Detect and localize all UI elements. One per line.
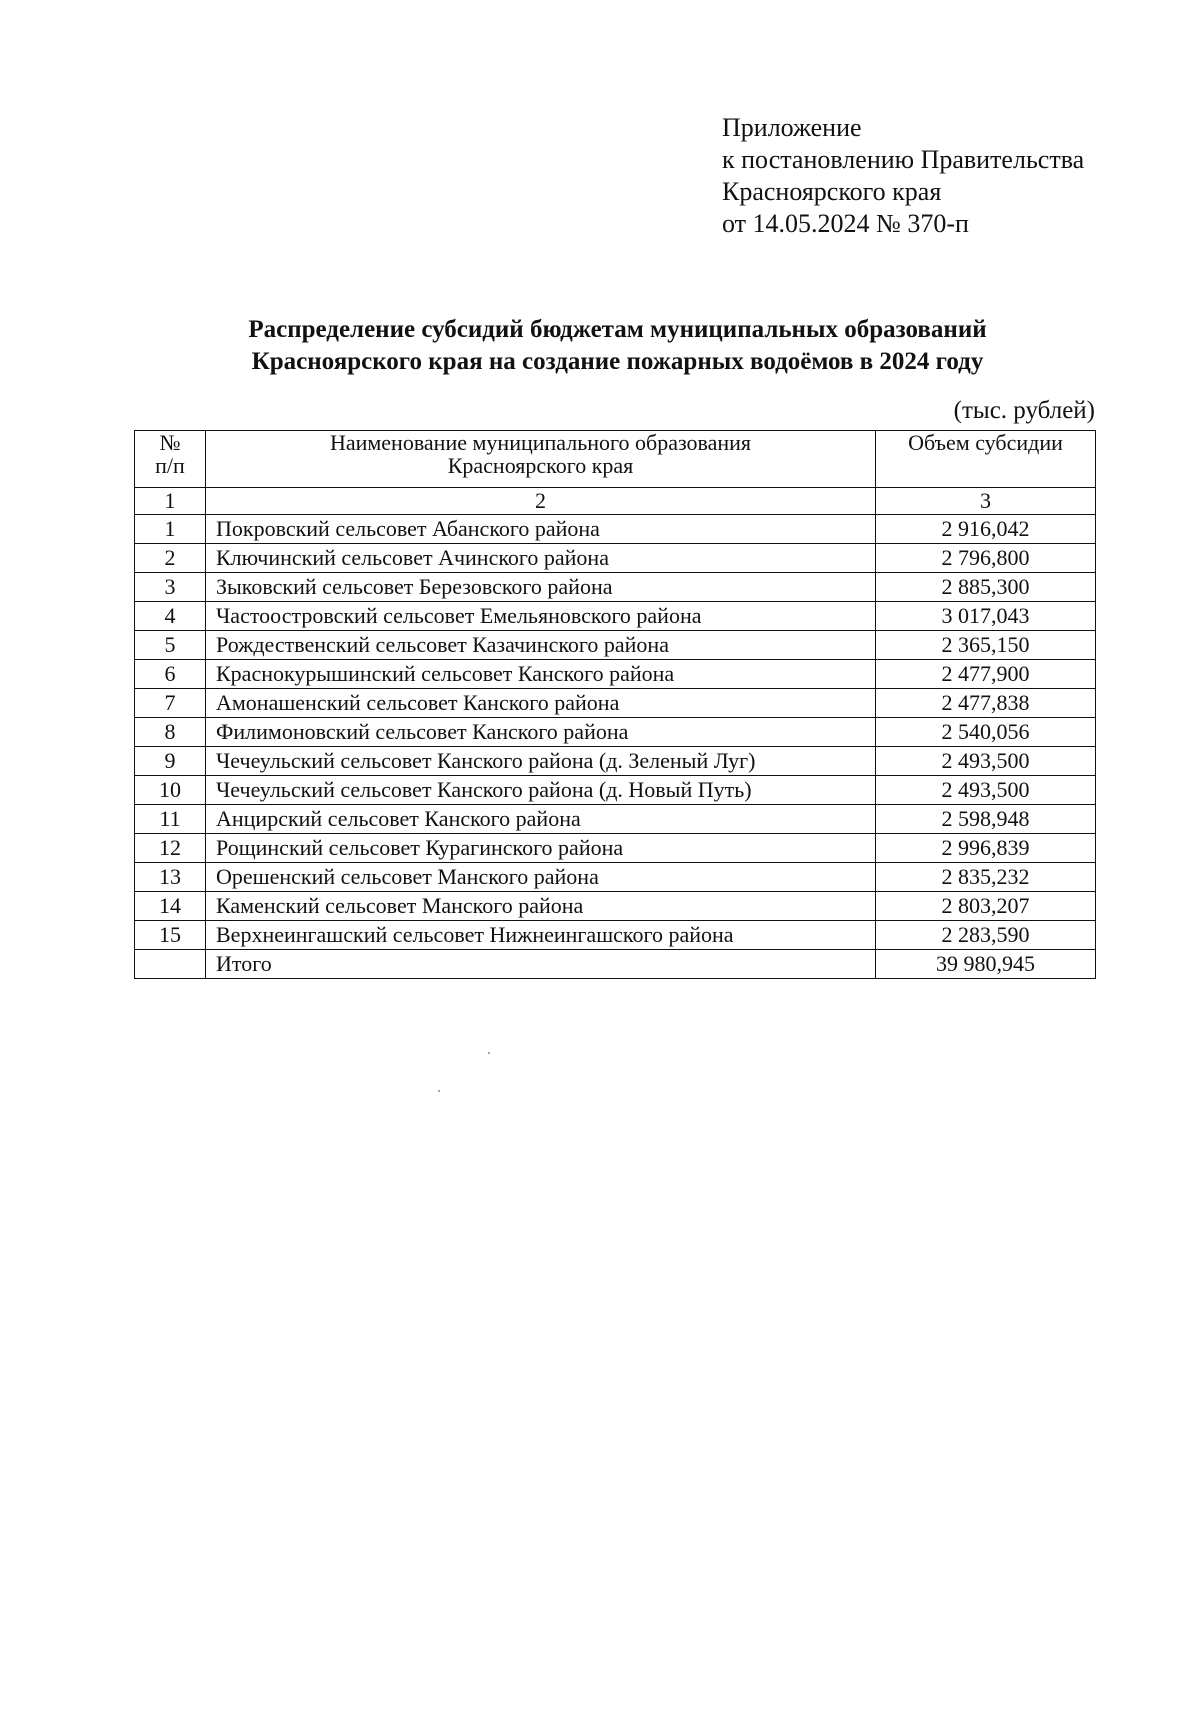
column-index-row bbox=[135, 488, 1096, 515]
appendix-block bbox=[722, 112, 1084, 240]
column-index-cell: 3 bbox=[876, 488, 1096, 515]
header-subsidy-amount-label: Объем субсидии bbox=[908, 430, 1063, 455]
header-municipality-line: Красноярского края bbox=[447, 453, 634, 478]
row-amount: 2 916,042 bbox=[876, 515, 1096, 544]
total-row bbox=[135, 950, 1096, 979]
document-title-line: Красноярского края на создание пожарных водоёмов в 2024 году bbox=[251, 348, 984, 375]
row-municipality: Рождественский сельсовет Казачинского района bbox=[206, 631, 876, 660]
row-amount: 2 493,500 bbox=[876, 776, 1096, 805]
total-number-cell bbox=[135, 950, 206, 979]
row-number: 12 bbox=[135, 834, 206, 863]
column-index-cell: 1 bbox=[135, 488, 206, 515]
document-title-line: Распределение субсидий бюджетам муниципальных образований bbox=[248, 316, 987, 343]
units-note: (тыс. рублей) bbox=[953, 397, 1095, 424]
row-amount: 3 017,043 bbox=[876, 602, 1096, 631]
table-row bbox=[135, 689, 1096, 718]
column-index-cell: 2 bbox=[206, 488, 876, 515]
row-number: 3 bbox=[135, 573, 206, 602]
row-municipality: Рощинский сельсовет Курагинского района bbox=[206, 834, 876, 863]
row-municipality: Амонашенский сельсовет Канского района bbox=[206, 689, 876, 718]
row-amount: 2 477,838 bbox=[876, 689, 1096, 718]
row-number: 7 bbox=[135, 689, 206, 718]
table-header-row bbox=[135, 431, 1096, 488]
row-municipality: Филимоновский сельсовет Канского района bbox=[206, 718, 876, 747]
header-number-line: № bbox=[159, 430, 181, 455]
row-amount: 2 996,839 bbox=[876, 834, 1096, 863]
row-amount: 2 796,800 bbox=[876, 544, 1096, 573]
row-municipality: Краснокурышинский сельсовет Канского района bbox=[206, 660, 876, 689]
row-number: 15 bbox=[135, 921, 206, 950]
scan-speck bbox=[438, 1090, 440, 1092]
row-number: 6 bbox=[135, 660, 206, 689]
row-municipality: Верхнеингашский сельсовет Нижнеингашского района bbox=[206, 921, 876, 950]
table-row bbox=[135, 863, 1096, 892]
table-row bbox=[135, 776, 1096, 805]
table-row bbox=[135, 747, 1096, 776]
appendix-line: Красноярского края bbox=[722, 177, 942, 206]
table-row bbox=[135, 921, 1096, 950]
header-number-line: п/п bbox=[155, 453, 185, 478]
row-number: 4 bbox=[135, 602, 206, 631]
row-amount: 2 477,900 bbox=[876, 660, 1096, 689]
table-row bbox=[135, 892, 1096, 921]
row-municipality: Частоостровский сельсовет Емельяновского района bbox=[206, 602, 876, 631]
total-amount: 39 980,945 bbox=[876, 950, 1096, 979]
appendix-line: Приложение bbox=[722, 113, 862, 142]
subsidies-table bbox=[134, 430, 1096, 979]
row-municipality: Каменский сельсовет Манского района bbox=[206, 892, 876, 921]
table-row bbox=[135, 544, 1096, 573]
row-number: 13 bbox=[135, 863, 206, 892]
row-amount: 2 365,150 bbox=[876, 631, 1096, 660]
row-municipality: Анцирский сельсовет Канского района bbox=[206, 805, 876, 834]
row-number: 11 bbox=[135, 805, 206, 834]
row-amount: 2 283,590 bbox=[876, 921, 1096, 950]
row-municipality: Зыковский сельсовет Березовского района bbox=[206, 573, 876, 602]
total-label: Итого bbox=[206, 950, 876, 979]
table-row bbox=[135, 834, 1096, 863]
appendix-line: от 14.05.2024 № 370-п bbox=[722, 209, 969, 238]
row-number: 5 bbox=[135, 631, 206, 660]
table-row bbox=[135, 718, 1096, 747]
header-municipality bbox=[206, 431, 876, 488]
row-number: 8 bbox=[135, 718, 206, 747]
row-municipality: Ключинский сельсовет Ачинского района bbox=[206, 544, 876, 573]
row-amount: 2 835,232 bbox=[876, 863, 1096, 892]
row-amount: 2 540,056 bbox=[876, 718, 1096, 747]
header-number bbox=[135, 431, 206, 488]
row-amount: 2 803,207 bbox=[876, 892, 1096, 921]
row-number: 2 bbox=[135, 544, 206, 573]
row-number: 14 bbox=[135, 892, 206, 921]
header-municipality-line: Наименование муниципального образования bbox=[329, 430, 752, 455]
row-number: 9 bbox=[135, 747, 206, 776]
appendix-line: к постановлению Правительства bbox=[722, 145, 1085, 174]
row-number: 1 bbox=[135, 515, 206, 544]
row-municipality: Орешенский сельсовет Манского района bbox=[206, 863, 876, 892]
document-title bbox=[130, 314, 1105, 378]
row-municipality: Чечеульский сельсовет Канского района (д. Новый Путь) bbox=[206, 776, 876, 805]
scan-speck bbox=[488, 1052, 490, 1054]
row-municipality: Покровский сельсовет Абанского района bbox=[206, 515, 876, 544]
table-row bbox=[135, 515, 1096, 544]
header-subsidy-amount bbox=[876, 431, 1096, 488]
table-row bbox=[135, 602, 1096, 631]
row-amount: 2 598,948 bbox=[876, 805, 1096, 834]
table-row bbox=[135, 631, 1096, 660]
row-amount: 2 493,500 bbox=[876, 747, 1096, 776]
row-amount: 2 885,300 bbox=[876, 573, 1096, 602]
table-row bbox=[135, 573, 1096, 602]
row-number: 10 bbox=[135, 776, 206, 805]
row-municipality: Чечеульский сельсовет Канского района (д. Зеленый Луг) bbox=[206, 747, 876, 776]
table-row bbox=[135, 660, 1096, 689]
table-row bbox=[135, 805, 1096, 834]
